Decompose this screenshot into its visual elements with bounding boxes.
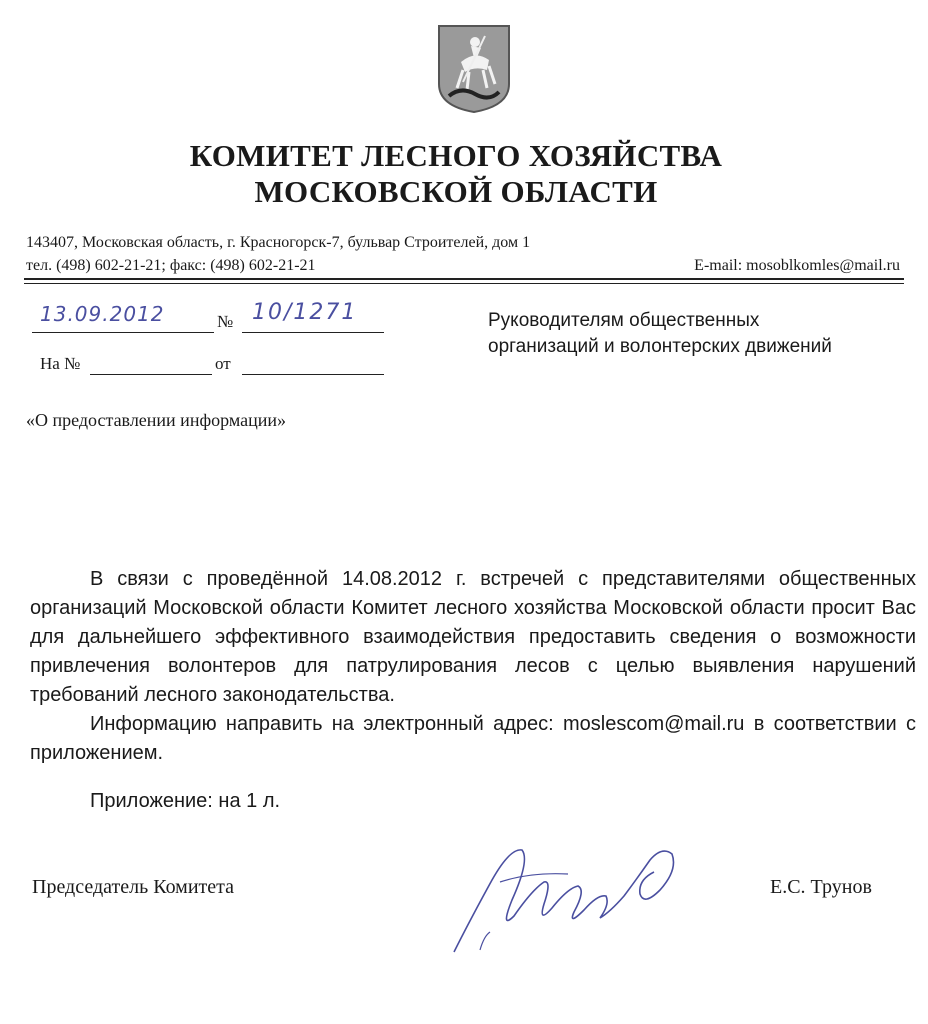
attachment-note: Приложение: на 1 л. (90, 790, 281, 812)
handwritten-signature (440, 820, 700, 970)
letter-body (30, 565, 916, 768)
coat-of-arms-emblem (435, 22, 513, 114)
body-paragraph-2: Информацию направить на электронный адрес: moslescom@mail.ru в соответствии с приложением. (30, 713, 916, 764)
body-paragraph-1: В связи с проведённой 14.08.2012 г. встречей с представителями общественных организаций Московской области Комитет лесного хозяйства Московской области просит Вас для дальнейшего эффективного взаимодействия предоставить сведения о возможности привлечения волонтеров для патрулирования лесов с целью выявления нарушений требований лесного законодательства. (30, 568, 916, 706)
outgoing-date: 13.09.2012 (40, 302, 165, 326)
organization-name-line2: МОСКОВСКОЙ ОБЛАСТИ (254, 174, 658, 209)
letter-subject: «О предоставлении информации» (26, 410, 286, 430)
organization-email: E-mail: mosoblkomles@mail.ru (694, 257, 900, 274)
header-divider-thick (24, 278, 904, 280)
addressee: Руководителям общественных организаций и волонтерских движений (488, 310, 832, 357)
reference-date-label: от (215, 354, 231, 373)
number-sign: № (217, 312, 234, 331)
organization-address: 143407, Московская область, г. Красногорск-7, бульвар Строителей, дом 1 (26, 234, 531, 251)
organization-name-line1: КОМИТЕТ ЛЕСНОГО ХОЗЯЙСТВА (189, 138, 723, 173)
outgoing-number: 10/1271 (252, 300, 358, 325)
signatory-name: Е.С. Трунов (770, 876, 872, 898)
organization-phones: тел. (498) 602-21-21; факс: (498) 602-21-21 (26, 257, 316, 274)
reference-date-line (242, 356, 384, 375)
reference-number-label: На № (40, 354, 81, 373)
signatory-position: Председатель Комитета (32, 876, 235, 898)
header-divider-thin (24, 283, 904, 284)
reference-number-line (90, 356, 212, 375)
